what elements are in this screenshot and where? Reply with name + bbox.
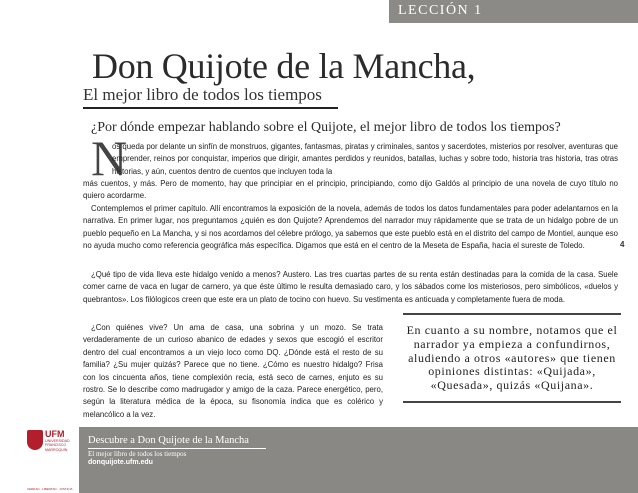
paragraph-4: ¿Con quiénes vive? Un ama de casa, una sobrina y un mozo. Se trata verdaderamente de un curioso abanico de edades y sexos que escogió el escritor dentro del cual encontramos a un viejo loco como DQ. ¿Dónde está el resto de su familia? ¿Su mujer quizás? Parece que no tiene. ¿Cómo es nuestro hidalgo? Frisa con los cincuenta años, tiene complexión recia, está seco de carnes, enjuto es su rostro. Se lo describe como madrugador y amigo de la caza. Parece energético, pero, según la literatura médica de la época, su fisonomía indica que es colérico y melancólico a la vez. [83,323,383,419]
pull-quote-top-rule [403,313,621,315]
paragraph-2: Contemplemos el primer capítulo. Allí encontramos la exposición de la novela, además de todos los datos fundamentales para poder adelantarnos en la narrativa. En primer lugar, nos preguntamos ¿quién es don Quijote? Aprendemos del narrador muy rápidamente que se trata de un hidalgo pobre de un pueblo pequeño en La Mancha, y si nos acordamos del célebre prólogo, ya sabemos que este pueblo está en el distrito del campo de Montiel, aunque eso no ayuda mucho como referencia geográfica más específica. Digamos que está en el centro de la Meseta de España, hacia el sureste de Toledo. [83,204,618,251]
page-subtitle: El mejor libro de todos los tiempos [83,85,322,104]
pull-quote: En cuanto a su nombre, notamos que el narrador ya empieza a confundirnos, aludiendo a otros «autores» que tienen opiniones distintas: «Quijada», «Quesada», quizás «Quijana». [406,323,618,393]
pull-quote-bottom-rule [403,401,621,403]
footer-url[interactable]: donquijote.ufm.edu [88,459,153,466]
paragraph-3: ¿Qué tipo de vida lleva este hidalgo venido a menos? Austero. Las tres cuartas partes de su renta están destinadas para la comida de la casa. Suele comer carne de vaca en lugar de carnero, ya que éste último le resulta demasiado caro, y los sábados come los misteriosos, pero simbólicos, «duelos y quebrantos». Los filólogicos creen que este era un plato de tocino con huevo. Su vestimenta es anticuada y completamente fuera de moda. [83,270,618,304]
subtitle-rule [83,107,338,109]
section-question: ¿Por dónde empezar hablando sobre el Quijote, el mejor libro de todos los tiempos? [91,120,561,135]
page-number: 4 [620,240,625,249]
paragraph-1-lead: os queda por delante un sinfín de monstruos, gigantes, fantasmas, piratas y criminales, santos y sacerdotes, misterios por resolver, aventuras que emprender, reinos por conquistar, imperios que dirigir, amantes perdidos y reunidos, batallas, luchas y sobre todo, historia tras historia, tras otras historias, y aún, cuentos dentro de cuentos que incluyen toda la [112,142,618,176]
footer-course-title: Descubre a Don Quijote de la Mancha [88,435,249,446]
footer-course-subtitle: El mejor libro de todos los tiempos [88,450,187,458]
drop-cap: N [91,130,128,186]
paragraph-1-rest: más cuentos, y más. Pero de momento, hay que principiar en el principio, principiando, como dijo Galdós al principio de una novela de cuyo título no quiero acordarme. [83,179,618,201]
logo-text: UFM [45,429,65,439]
lesson-tab [389,0,638,23]
crest-icon [27,430,43,450]
page-title: Don Quijote de la Mancha, [92,46,476,86]
logo-tagline: VERDAD · LIBERTAD · JUSTICIA [27,487,73,491]
lesson-label: LECCIÓN 1 [398,3,483,18]
footer-rule [88,448,266,449]
ufm-logo [25,427,79,493]
logo-subtext: UNIVERSIDAD FRANCISCO MARROQUÍN [45,439,70,452]
